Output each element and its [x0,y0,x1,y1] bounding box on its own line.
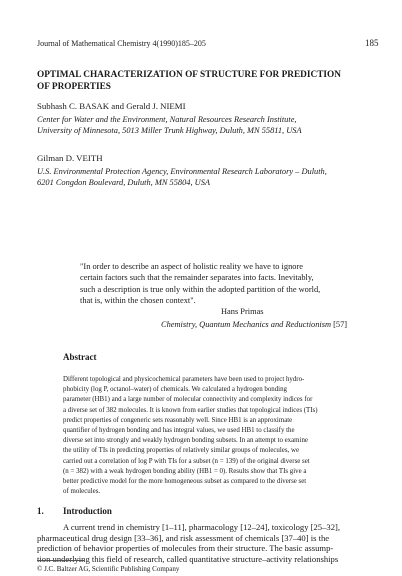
epigraph-line: that is, within the chosen context". [80,296,196,306]
abstract-line: the utility of TIs in predicting properties of relatively similar groups of molecules, we [63,447,300,455]
abstract-line: of molecules. [63,488,101,496]
abstract-line: phobicity (log P, octanol–water) of chemicals. We calculated a hydrogen bonding [63,386,287,394]
author-group-1: Subhash C. BASAK and Gerald J. NIEMI [37,101,186,111]
page-number: 185 [365,38,379,48]
body-line-text: A current trend in chemistry [1–11], pharmacology [12–24], toxicology [25–32], [63,522,341,532]
footnote-rule [37,560,84,561]
epigraph-line: certain factors such that the remainder separates into facts. Inevitably, [80,273,314,283]
epigraph-author: Hans Primas [221,307,264,316]
abstract-line: quantifier of hydrogen bonding and has integral values, we used HB1 to classify the [63,427,295,435]
affiliation-1-line-1: Center for Water and the Environment, Natural Resources Research Institute, [37,115,297,124]
body-line: pharmaceutical drug design [33–36], and risk assessment of chemicals [37–40] is the [37,532,330,543]
author-group-2: Gilman D. VEITH [37,153,103,163]
body-line [37,522,340,533]
abstract-line: better predictive model for the more homogeneous subset as compared to the diverse set [63,478,307,486]
epigraph-source-ref: [57] [331,320,348,329]
section-title: Introduction [63,506,112,516]
running-head: Journal of Mathematical Chemistry 4(1990)185–205 [37,39,206,48]
introduction-body [37,522,340,565]
abstract-line: a diverse set of 382 molecules. It is known from earlier studies that topological indices (TIs) [63,406,318,414]
abstract-heading: Abstract [63,352,97,362]
affiliation-2-line-2: 6201 Congdon Boulevard, Duluth, MN 55804, USA [37,178,210,187]
epigraph-quote [80,261,320,307]
abstract-line: parameter (HB1) and a large number of molecular connectivity and complexity indices for [63,396,313,404]
article-title [37,69,341,93]
affiliation-2 [37,166,327,188]
affiliation-2-line-1: U.S. Environmental Protection Agency, Environmental Research Laboratory – Duluth, [37,167,327,176]
epigraph-source-title: Chemistry, Quantum Mechanics and Reductionism [161,320,332,329]
body-line: tion underlying this field of research, called quantitative structure–activity relationships [37,554,339,565]
epigraph-line: such a description is true only within the adopted partition of the world, [80,284,321,294]
abstract-line: carried out a correlation of log P with TIs for a subset (n = 139) of the original diverse set [63,457,310,465]
abstract-line: Different topological and physicochemical parameters have been used to project hydro- [63,376,305,383]
section-number: 1. [37,506,44,516]
title-line-2: OF PROPERTIES [37,82,111,92]
affiliation-1-line-2: University of Minnesota, 5013 Miller Trunk Highway, Duluth, MN 55811, USA [37,126,302,135]
affiliation-1 [37,114,302,136]
abstract-line: predict properties of congeneric sets reasonably well. Since HB1 is an approximate [63,416,293,424]
title-line-1: OPTIMAL CHARACTERIZATION OF STRUCTURE FOR PREDICTION [37,70,341,80]
body-line: prediction of behavior properties of molecules from their structure. The basic assump- [37,543,334,554]
abstract-line: (n = 382) with a weak hydrogen bonding ability (HB1 = 0). Results show that TIs give a [63,467,307,475]
abstract-body [63,375,318,497]
abstract-line: diverse set into strongly and weakly hydrogen bonding subsets. In an attempt to examine [63,437,308,445]
copyright-line: © J.C. Baltzer AG, Scientific Publishing Company [37,565,180,573]
epigraph-line: "In order to describe an aspect of holistic reality we have to ignore [80,262,303,271]
epigraph-source [161,320,347,329]
